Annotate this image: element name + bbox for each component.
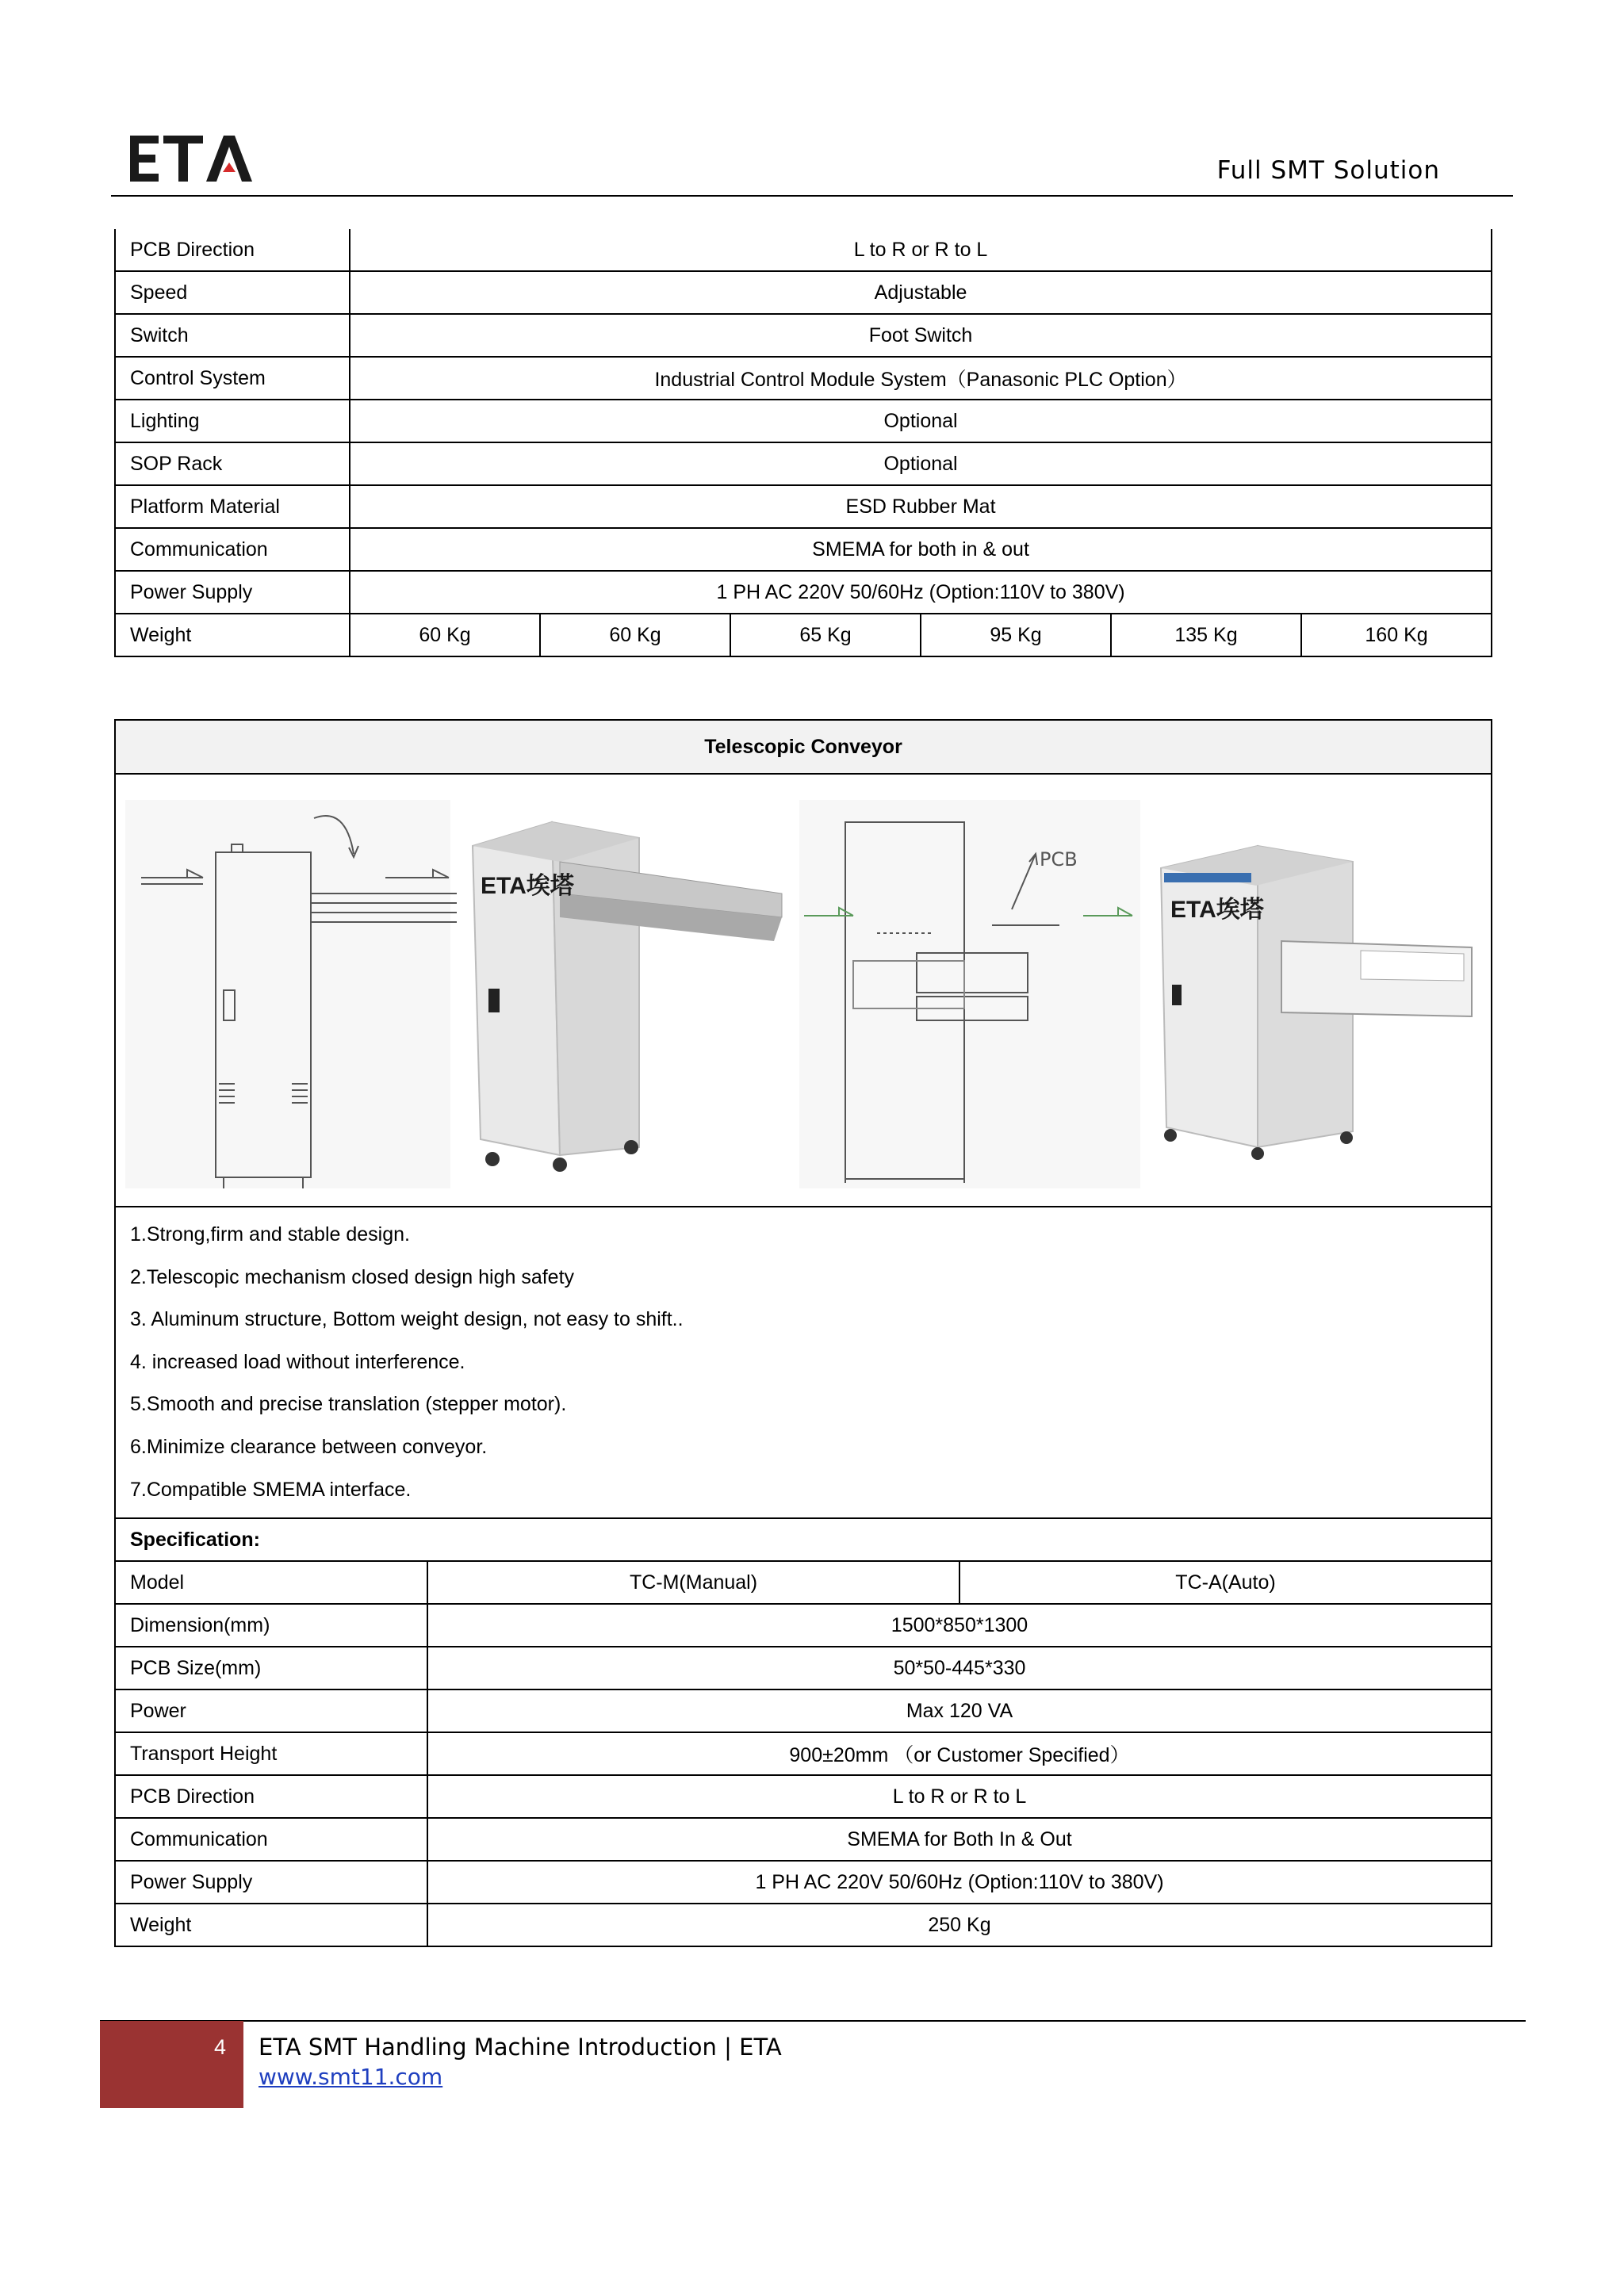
specification-body — [115, 1604, 1492, 1946]
row-value: Optional — [350, 400, 1492, 442]
feature-item: 3. Aluminum structure, Bottom weight design, not easy to shift.. — [130, 1308, 684, 1331]
table-row — [115, 1732, 1492, 1775]
machine-brand-label: ETA埃塔 — [1170, 897, 1264, 923]
side-schematic-image — [125, 800, 457, 1188]
weight-value: 95 Kg — [921, 614, 1111, 656]
feature-item: 1.Strong,firm and stable design. — [130, 1223, 410, 1246]
product-images — [115, 774, 1492, 1207]
table-row — [115, 1775, 1492, 1818]
product-illustrations — [116, 775, 1492, 1200]
feature-item: 5.Smooth and precise translation (stepper motor). — [130, 1393, 567, 1416]
weight-value: 60 Kg — [350, 614, 540, 656]
model-manual: TC-M(Manual) — [427, 1561, 959, 1604]
front-schematic-image — [799, 800, 1140, 1188]
row-value: L to R or R to L — [350, 229, 1492, 271]
feature-item: 6.Minimize clearance between conveyor. — [130, 1435, 488, 1458]
row-value: SMEMA for Both In & Out — [427, 1818, 1492, 1861]
row-label: Power Supply — [115, 571, 350, 614]
row-value: 1 PH AC 220V 50/60Hz (Option:110V to 380V) — [427, 1861, 1492, 1904]
machine-photo-image — [458, 800, 791, 1188]
pcb-label: PCB — [1040, 848, 1078, 871]
row-value: Optional — [350, 442, 1492, 485]
image-row — [115, 774, 1492, 1207]
page-number-box — [100, 2021, 243, 2108]
row-value: 900±20mm （or Customer Specified） — [427, 1732, 1492, 1775]
eta-logo — [127, 131, 262, 186]
row-label: Weight — [115, 1904, 427, 1946]
feature-list — [115, 1207, 1492, 1518]
row-label: Power — [115, 1689, 427, 1732]
section-title: Telescopic Conveyor — [115, 720, 1492, 774]
features-row — [115, 1207, 1492, 1518]
row-label: PCB Direction — [115, 229, 350, 271]
specification-header: Specification: — [115, 1518, 1492, 1561]
spec-table-body — [115, 229, 1492, 614]
row-value: 50*50-445*330 — [427, 1647, 1492, 1689]
row-value: SMEMA for both in & out — [350, 528, 1492, 571]
table-row — [115, 571, 1492, 614]
row-value: Adjustable — [350, 271, 1492, 314]
row-value: Max 120 VA — [427, 1689, 1492, 1732]
row-label: Transport Height — [115, 1732, 427, 1775]
row-label: Communication — [115, 528, 350, 571]
row-label: Speed — [115, 271, 350, 314]
model-auto: TC-A(Auto) — [959, 1561, 1492, 1604]
table-row — [115, 229, 1492, 271]
weight-value: 135 Kg — [1111, 614, 1301, 656]
feature-item: 2.Telescopic mechanism closed design high safety — [130, 1265, 575, 1288]
telescopic-conveyor-table — [114, 719, 1492, 1947]
table-row — [115, 314, 1492, 357]
header-divider — [111, 195, 1513, 197]
table-row — [115, 1604, 1492, 1647]
row-label: Switch — [115, 314, 350, 357]
table-row — [115, 400, 1492, 442]
feature-item: 4. increased load without interference. — [130, 1350, 465, 1373]
table-row — [115, 1861, 1492, 1904]
table-row-weight — [115, 614, 1492, 656]
specification-header-row — [115, 1518, 1492, 1561]
row-label: Control System — [115, 357, 350, 400]
row-value: 1500*850*1300 — [427, 1604, 1492, 1647]
table-row — [115, 528, 1492, 571]
row-value: Industrial Control Module System（Panasonic PLC Option） — [350, 357, 1492, 400]
table-row — [115, 271, 1492, 314]
row-label: Communication — [115, 1818, 427, 1861]
row-label: Power Supply — [115, 1861, 427, 1904]
header-tagline: Full SMT Solution — [1216, 156, 1440, 185]
table-row — [115, 1647, 1492, 1689]
row-label: PCB Direction — [115, 1775, 427, 1818]
table-row — [115, 1689, 1492, 1732]
row-label: Platform Material — [115, 485, 350, 528]
footer-divider — [100, 2020, 1526, 2022]
table-row — [115, 357, 1492, 400]
row-label: Model — [115, 1561, 427, 1604]
row-label: Weight — [115, 614, 350, 656]
row-value: ESD Rubber Mat — [350, 485, 1492, 528]
spec-table-continued — [114, 229, 1492, 657]
row-value: Foot Switch — [350, 314, 1492, 357]
footer-title: ETA SMT Handling Machine Introduction | ETA — [259, 2034, 782, 2061]
table-row — [115, 1818, 1492, 1861]
row-label: PCB Size(mm) — [115, 1647, 427, 1689]
table-row — [115, 442, 1492, 485]
weight-value: 60 Kg — [540, 614, 730, 656]
weight-value: 65 Kg — [730, 614, 921, 656]
row-value: L to R or R to L — [427, 1775, 1492, 1818]
row-label: SOP Rack — [115, 442, 350, 485]
row-value: 1 PH AC 220V 50/60Hz (Option:110V to 380V) — [350, 571, 1492, 614]
website-link[interactable]: www.smt11.com — [259, 2064, 443, 2090]
table-row — [115, 485, 1492, 528]
row-label: Lighting — [115, 400, 350, 442]
feature-item: 7.Compatible SMEMA interface. — [130, 1478, 412, 1501]
section-title-row — [115, 720, 1492, 774]
row-label: Dimension(mm) — [115, 1604, 427, 1647]
page-number: 4 — [213, 2035, 226, 2059]
table-row — [115, 1904, 1492, 1946]
table-row-model — [115, 1561, 1492, 1604]
machine-photo-auto-image — [1148, 800, 1481, 1188]
weight-value: 160 Kg — [1301, 614, 1492, 656]
machine-brand-label: ETA埃塔 — [481, 873, 574, 899]
row-value: 250 Kg — [427, 1904, 1492, 1946]
